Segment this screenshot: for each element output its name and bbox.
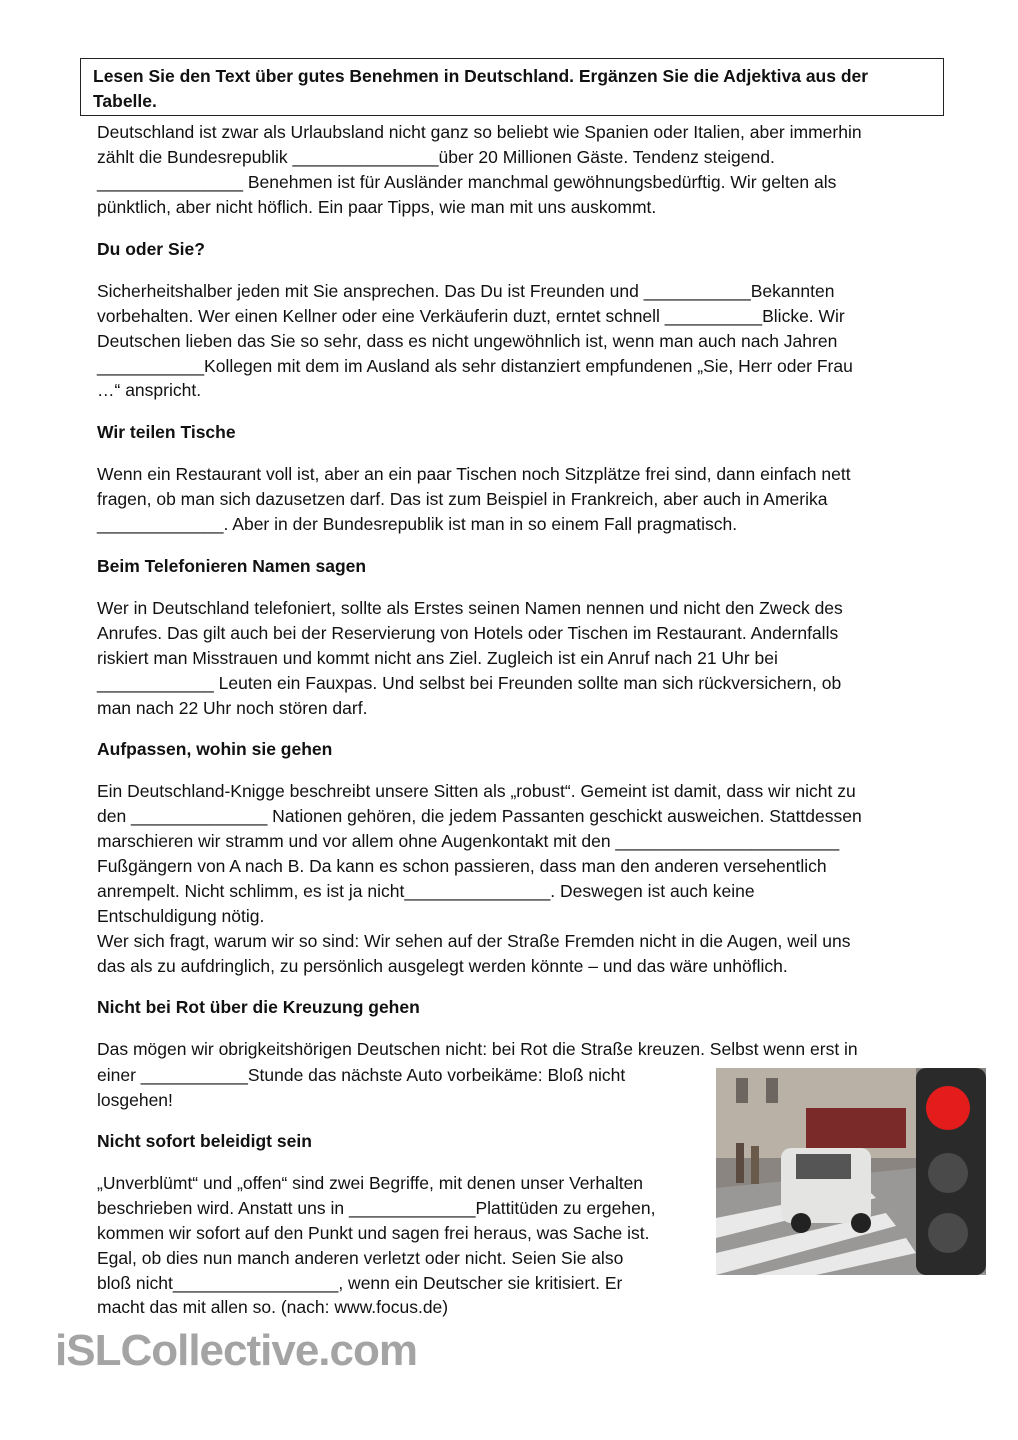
text-line: man nach 22 Uhr noch stören darf.: [97, 698, 368, 718]
text-line: macht das mit allen so. (nach: www.focus.de): [97, 1297, 449, 1317]
traffic-light-photo: [716, 1068, 986, 1275]
text-line: Anrufes. Das gilt auch bei der Reservierung von Hotels oder Tischen im Restaurant. Andernfalls: [97, 623, 839, 643]
text-line: Entschuldigung nötig.: [97, 906, 265, 926]
text-line: das als zu aufdringlich, zu persönlich ausgelegt werden könnte – und das wäre unhöflich.: [97, 956, 788, 976]
text-line: Wer sich fragt, warum wir so sind: Wir sehen auf der Straße Fremden nicht in die Augen, weil uns: [97, 931, 851, 951]
text-line: bloß nicht_________________, wenn ein Deutscher sie kritisiert. Er: [97, 1273, 623, 1293]
text-line: ___________Kollegen mit dem im Ausland als sehr distanziert empfundenen „Sie, Herr oder Frau: [97, 356, 853, 376]
section-heading: Aufpassen, wohin sie gehen: [97, 739, 333, 759]
text-line: losgehen!: [97, 1090, 173, 1110]
text-line: Deutschen lieben das Sie so sehr, dass es nicht ungewöhnlich ist, wenn man auch nach Jahren: [97, 331, 838, 351]
section-heading: Beim Telefonieren Namen sagen: [97, 556, 367, 576]
text-line: beschrieben wird. Anstatt uns in _____________Plattitüden zu ergehen,: [97, 1198, 656, 1218]
text-line: …“ anspricht.: [97, 380, 202, 400]
text-line: Wer in Deutschland telefoniert, sollte als Erstes seinen Namen nennen und nicht den Zweck des: [97, 598, 843, 618]
text-line: zählt die Bundesrepublik _______________über 20 Millionen Gäste. Tendenz steigend.: [97, 147, 775, 167]
section-heading: Nicht bei Rot über die Kreuzung gehen: [97, 997, 420, 1017]
text-line: _______________ Benehmen ist für Ausländer manchmal gewöhnungsbedürftig. Wir gelten als: [97, 172, 837, 192]
text-line: Ein Deutschland-Knigge beschreibt unsere Sitten als „robust“. Gemeint ist damit, dass wir nicht zu: [97, 781, 856, 801]
text-line: Deutschland ist zwar als Urlaubsland nicht ganz so beliebt wie Spanien oder Italien, aber immerhin: [97, 122, 862, 142]
task-line-2: Tabelle.: [93, 91, 157, 111]
watermark-logo: iSLCollective.com: [55, 1326, 418, 1375]
text-line: einer ___________Stunde das nächste Auto vorbeikäme: Bloß nicht: [97, 1065, 626, 1085]
text-line: _____________. Aber in der Bundesrepublik ist man in so einem Fall pragmatisch.: [97, 514, 738, 534]
text-line: pünktlich, aber nicht höflich. Ein paar Tipps, wie man mit uns auskommt.: [97, 197, 657, 217]
text-line: marschieren wir stramm und vor allem ohne Augenkontakt mit den _______________________: [97, 831, 840, 851]
text-line: anrempelt. Nicht schlimm, es ist ja nicht_______________. Deswegen ist auch keine: [97, 881, 755, 901]
section-heading: Wir teilen Tische: [97, 422, 236, 442]
text-line: riskiert man Misstrauen und kommt nicht ans Ziel. Zugleich ist ein Anruf nach 21 Uhr bei: [97, 648, 778, 668]
text-line: Fußgängern von A nach B. Da kann es schon passieren, dass man den anderen versehentlich: [97, 856, 827, 876]
text-line: Das mögen wir obrigkeitshörigen Deutschen nicht: bei Rot die Straße kreuzen. Selbst wenn erst in: [97, 1039, 858, 1059]
text-line: fragen, ob man sich dazusetzen darf. Das ist zum Beispiel in Frankreich, aber auch in Amerika: [97, 489, 828, 509]
text-line: kommen wir sofort auf den Punkt und sagen frei heraus, was Sache ist.: [97, 1223, 650, 1243]
text-line: „Unverblümt“ und „offen“ sind zwei Begriffe, mit denen unser Verhalten: [97, 1173, 644, 1193]
text-line: den ______________ Nationen gehören, die jedem Passanten geschickt ausweichen. Stattdessen: [97, 806, 862, 826]
text-line: Wenn ein Restaurant voll ist, aber an ein paar Tischen noch Sitzplätze frei sind, dann einfach nett: [97, 464, 851, 484]
text-line: Sicherheitshalber jeden mit Sie ansprechen. Das Du ist Freunden und ___________Bekannten: [97, 281, 835, 301]
task-line-1: Lesen Sie den Text über gutes Benehmen in Deutschland. Ergänzen Sie die Adjektiva aus der: [93, 66, 869, 86]
text-line: Egal, ob dies nun manch anderen verletzt oder nicht. Seien Sie also: [97, 1248, 624, 1268]
text-line: ____________ Leuten ein Fauxpas. Und selbst bei Freunden sollte man sich rückversichern, ob: [97, 673, 842, 693]
text-line: vorbehalten. Wer einen Kellner oder eine Verkäuferin duzt, erntet schnell __________Blicke. Wir: [97, 306, 845, 326]
section-heading: Du oder Sie?: [97, 239, 205, 259]
section-heading: Nicht sofort beleidigt sein: [97, 1131, 312, 1151]
